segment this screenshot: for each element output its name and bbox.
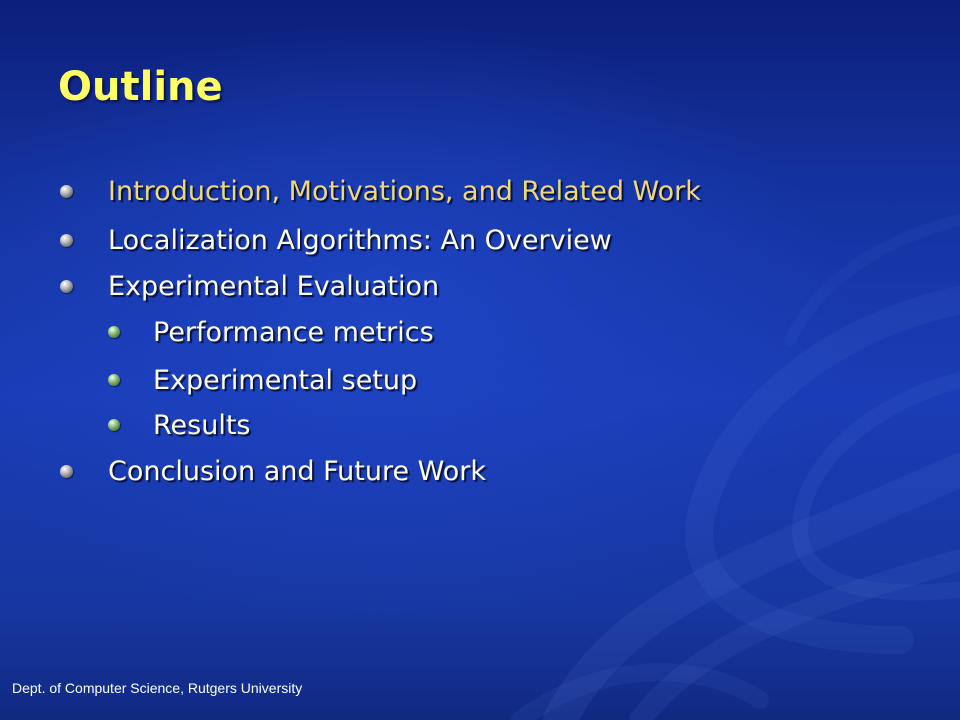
outline-item-conclusion: [108, 451, 486, 491]
outline-item-experimental-evaluation: [108, 266, 439, 306]
outline-subitem-experimental-setup: [153, 360, 417, 400]
outline-item-label: Conclusion and Future Work: [108, 455, 487, 487]
green-sphere-bullet-icon: [108, 326, 120, 338]
outline-item-label: Results: [153, 409, 251, 441]
gray-sphere-bullet-icon: [60, 465, 73, 478]
outline-subitem-results: [153, 405, 251, 445]
outline-item-introduction: [108, 171, 701, 211]
gray-sphere-bullet-icon: [60, 234, 73, 247]
gray-sphere-bullet-icon: [60, 280, 73, 293]
outline-item-label: Experimental Evaluation: [108, 270, 440, 302]
outline-item-localization-algorithms: [108, 220, 612, 260]
outline-item-label: Experimental setup: [153, 364, 418, 396]
slide-footer: Dept. of Computer Science, Rutgers University: [12, 680, 303, 696]
green-sphere-bullet-icon: [108, 419, 120, 431]
outline-item-label: Introduction, Motivations, and Related Work: [108, 175, 701, 207]
outline-item-label: Localization Algorithms: An Overview: [108, 224, 612, 256]
outline-subitem-performance-metrics: [153, 312, 434, 352]
gray-sphere-bullet-icon: [60, 185, 73, 198]
green-sphere-bullet-icon: [108, 374, 120, 386]
outline-item-label: Performance metrics: [153, 316, 434, 348]
slide-title: Outline: [58, 64, 223, 110]
